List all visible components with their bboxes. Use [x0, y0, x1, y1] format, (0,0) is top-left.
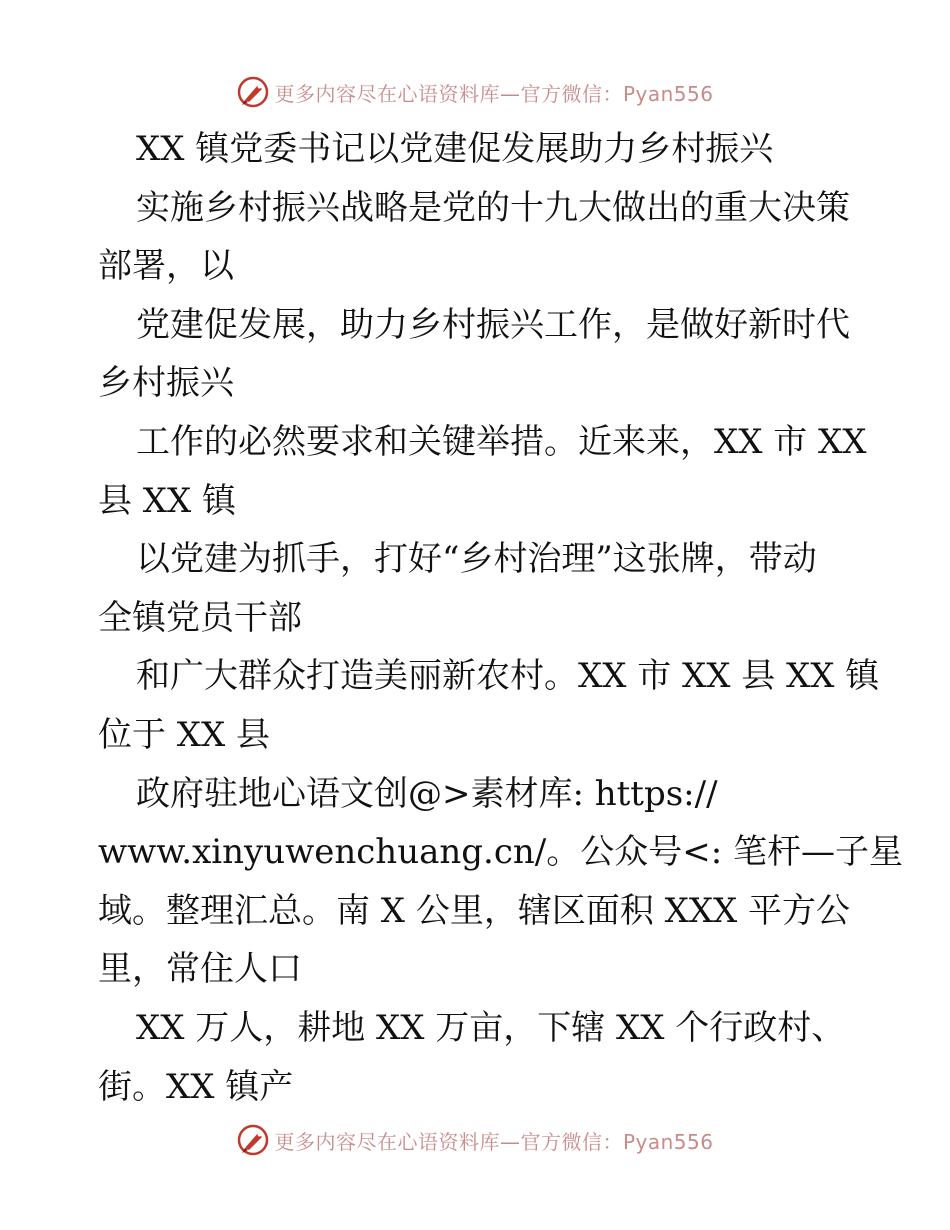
- document-title: XX 镇党委书记以党建促发展助力乡村振兴: [136, 129, 774, 169]
- text-line: XX 万人，耕地 XX 万亩，下辖 XX 个行政村、: [136, 1007, 846, 1048]
- pen-nib-logo-icon: [236, 1123, 270, 1157]
- header-watermark-banner: [0, 72, 950, 112]
- text-line: 位于 XX 县: [98, 714, 271, 755]
- text-line: 部署，以: [98, 246, 234, 287]
- text-line: 党建促发展，助力乡村振兴工作，是做好新时代: [136, 304, 850, 345]
- text-line: 工作的必然要求和关键举措。近来来，XX 市 XX: [136, 421, 867, 462]
- text-line: 域。整理汇总。南 X 公里，辖区面积 XXX 平方公: [98, 890, 851, 931]
- text-line: www.xinyuwenchuang.cn/。公众号<: 笔杆—子星: [98, 832, 903, 873]
- text-line: 实施乡村振兴战略是党的十九大做出的重大决策: [136, 187, 850, 228]
- footer-banner-text: 更多内容尽在心语资料库—官方微信：Pyan556: [274, 1129, 714, 1154]
- text-line: 和广大群众打造美丽新农村。XX 市 XX 县 XX 镇: [136, 656, 880, 697]
- header-banner-text: 更多内容尽在心语资料库—官方微信：Pyan556: [274, 81, 714, 106]
- text-line: 街。XX 镇产: [98, 1066, 294, 1107]
- footer-watermark-banner: [0, 1120, 950, 1160]
- pen-nib-logo-icon: [236, 75, 270, 109]
- document-body: [98, 120, 903, 1116]
- text-line: 县 XX 镇: [98, 480, 237, 521]
- text-line: 政府驻地心语文创@>素材库: https://: [136, 773, 718, 814]
- text-line: 乡村振兴: [98, 363, 234, 404]
- text-line: 以党建为抓手，打好“乡村治理”这张牌，带动: [136, 539, 817, 580]
- text-line: 里，常住人口: [98, 949, 302, 990]
- text-line: 全镇党员干部: [98, 597, 302, 638]
